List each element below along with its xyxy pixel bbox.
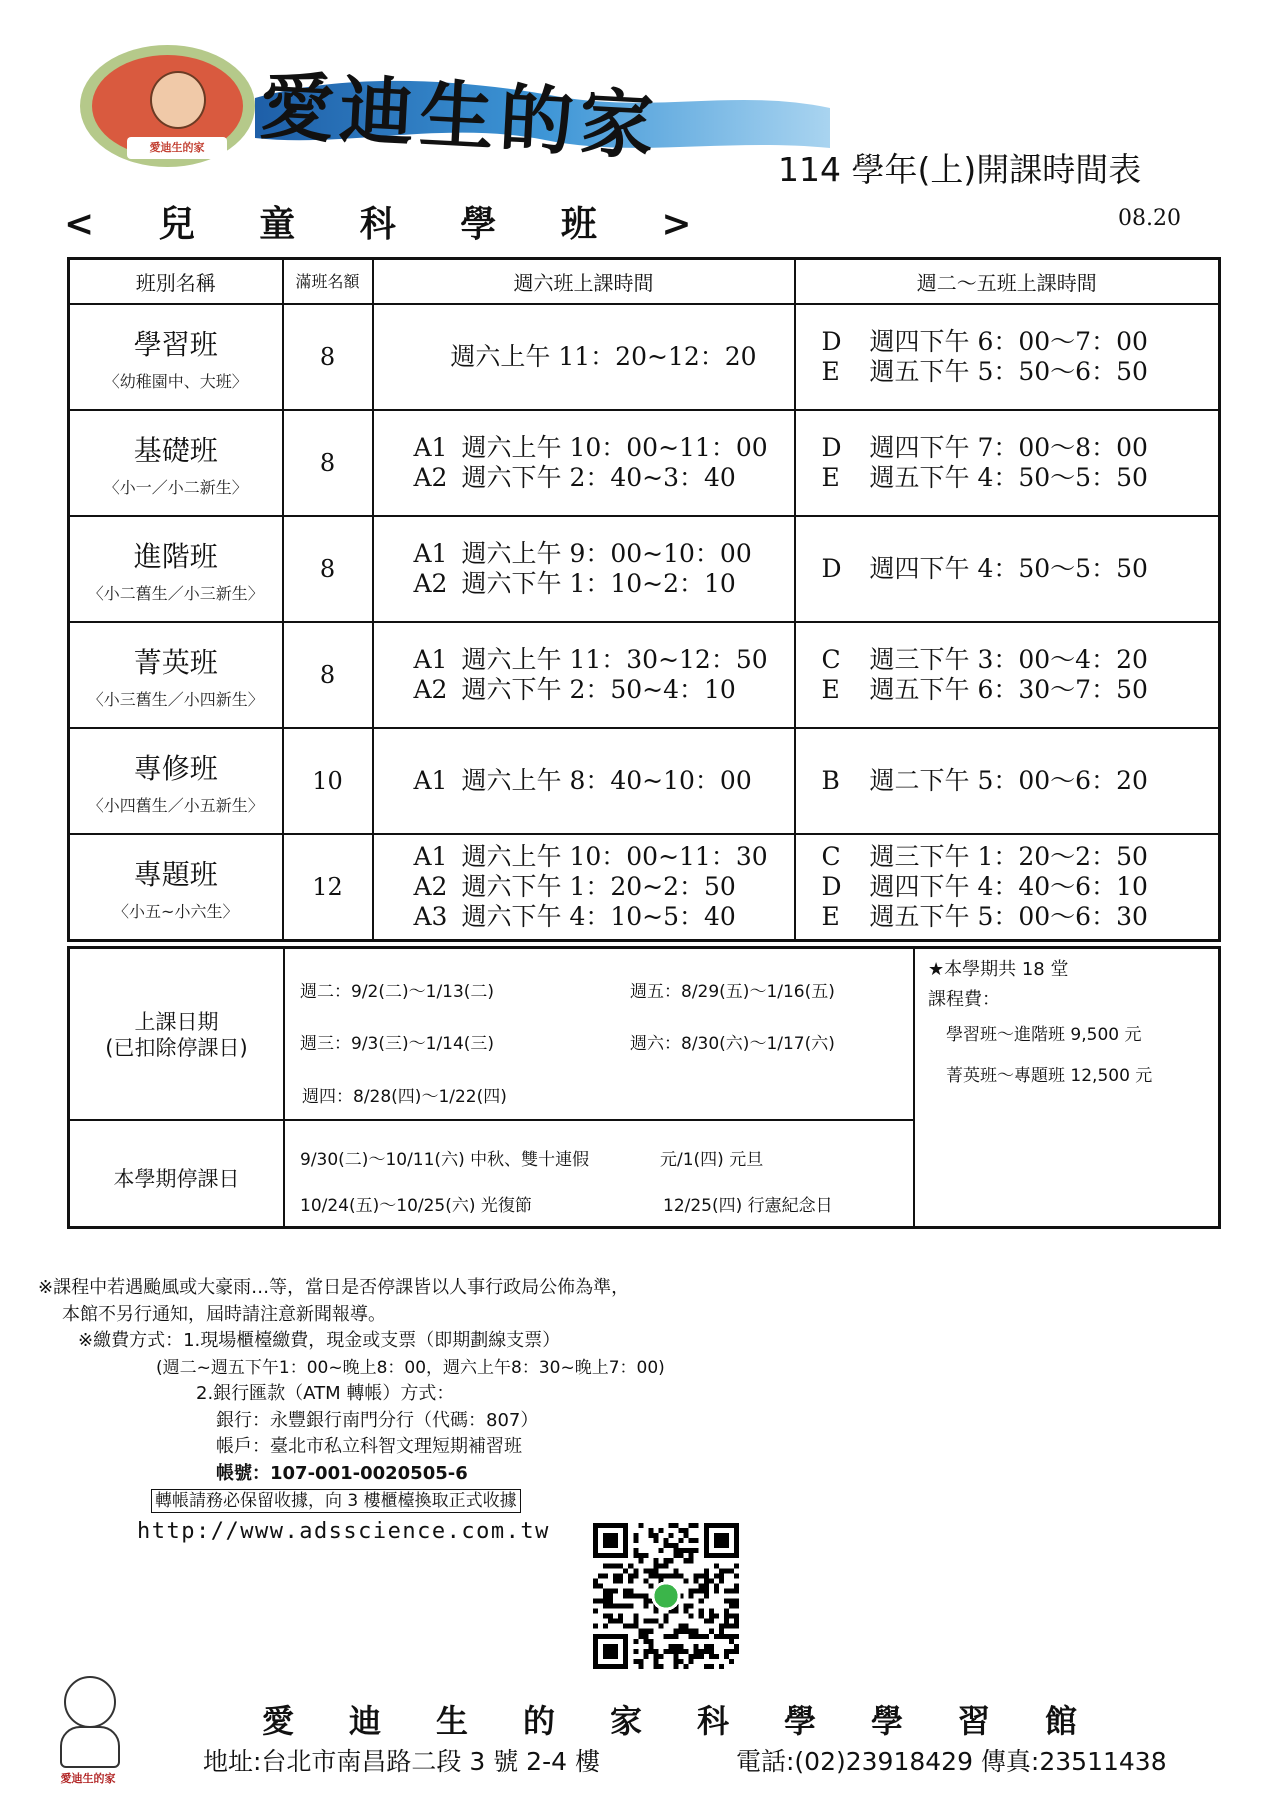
slot-code: A1 xyxy=(413,766,448,795)
time-slot xyxy=(822,902,1219,932)
time-slot xyxy=(822,645,1219,675)
logo xyxy=(80,40,840,170)
fee-info xyxy=(928,955,1208,1097)
time-slot xyxy=(822,554,1219,584)
time-slot xyxy=(414,902,794,932)
table-row xyxy=(69,728,1220,834)
notes xyxy=(38,1275,838,1515)
time-slot xyxy=(414,872,794,902)
slot-time: 週五下午 6：30～7：50 xyxy=(869,675,1148,704)
class-name: 基礎班 xyxy=(133,433,218,467)
time-slot xyxy=(414,539,794,569)
time-slot xyxy=(822,327,1219,357)
class-dates-label xyxy=(70,1009,283,1061)
class-name: 學習班 xyxy=(133,327,218,361)
slot-code: A1 xyxy=(413,539,448,568)
schedule-body xyxy=(69,304,1220,941)
class-name-cell xyxy=(69,834,283,941)
bank-name: 銀行：永豐銀行南門分行（代碼：807） xyxy=(216,1409,539,1431)
slot-code: E xyxy=(821,357,840,386)
qr-code-icon[interactable] xyxy=(593,1523,739,1669)
class-grade: 〈小四舊生／小五新生〉 xyxy=(87,795,264,815)
time-slot xyxy=(822,766,1219,796)
slot-time: 週六下午 2：50~4：10 xyxy=(461,675,736,704)
slot-code: E xyxy=(821,902,840,931)
slot-code: A1 xyxy=(413,842,448,871)
bank-account-number: 帳號：107-001-0020505-6 xyxy=(216,1462,468,1484)
time-slot xyxy=(822,357,1219,387)
saturday-slots-cell xyxy=(373,410,795,516)
slot-time: 週五下午 5：00～6：30 xyxy=(869,902,1148,931)
saturday-slots-cell xyxy=(373,516,795,622)
slot-time: 週三下午 3：00～4：20 xyxy=(869,645,1148,674)
class-name: 專修班 xyxy=(133,751,218,785)
slot-code: E xyxy=(821,675,840,704)
payment-hours: (週二~週五下午1：00~晚上8：00，週六上午8：30~晚上7：00) xyxy=(156,1357,665,1378)
logo-badge: 愛迪生的家 xyxy=(127,137,227,159)
slot-time: 週五下午 4：50～5：50 xyxy=(869,463,1148,492)
class-name: 專題班 xyxy=(133,857,218,891)
receipt-notice: 轉帳請務必保留收據，向 3 樓櫃檯換取正式收據 xyxy=(151,1489,521,1513)
mascot-head xyxy=(64,1676,116,1728)
address: 地址:台北市南昌路二段 3 號 2-4 樓 xyxy=(203,1747,600,1776)
mascot-label: 愛迪生的家 xyxy=(60,1772,116,1785)
class-name: 菁英班 xyxy=(133,645,218,679)
note-line: 本館不另行通知，屆時請注意新聞報導。 xyxy=(62,1303,386,1325)
mascot-body xyxy=(60,1726,120,1768)
bank-account-holder: 帳戶：臺北市私立科智文理短期補習班 xyxy=(216,1436,522,1457)
slot-time: 週六下午 2：40~3：40 xyxy=(461,463,736,492)
slot-code: C xyxy=(821,645,841,674)
session-count: ★本學期共 18 堂 xyxy=(928,959,1069,980)
time-slot xyxy=(822,433,1219,463)
class-grade: 〈幼稚園中、大班〉 xyxy=(103,371,248,391)
date-thursday: 週四：8/28(四)～1/22(四) xyxy=(302,1087,507,1107)
header-weekday: 週二～五班上課時間 xyxy=(795,259,1220,305)
slot-code: D xyxy=(821,433,842,462)
website-link[interactable]: http://www.adsscience.com.tw xyxy=(137,1519,550,1544)
date-wednesday: 週三：9/3(三)～1/14(三) xyxy=(300,1034,495,1054)
slot-time: 週四下午 4：50～5：50 xyxy=(869,554,1148,583)
holiday-item: 9/30(二)～10/11(六) 中秋、雙十連假 xyxy=(300,1150,590,1170)
weekday-slots-cell xyxy=(795,728,1220,834)
slot-time: 週四下午 6：00～7：00 xyxy=(869,327,1148,356)
class-heading: < 兒 童 科 學 班 > xyxy=(64,203,718,245)
slot-code: A2 xyxy=(413,569,448,598)
slot-time: 週六上午 11：20~12：20 xyxy=(450,342,757,371)
class-dates-label-line2: (已扣除停課日) xyxy=(105,1036,248,1060)
table-header-row xyxy=(69,259,1220,305)
time-slot xyxy=(414,766,794,796)
org-name: 愛迪生的家科學學習館 xyxy=(262,1702,1133,1740)
slot-code: D xyxy=(821,872,842,901)
time-slot xyxy=(822,842,1219,872)
slot-time: 週六上午 8：40~10：00 xyxy=(461,766,752,795)
quota-cell: 8 xyxy=(283,622,373,728)
time-slot xyxy=(822,675,1219,705)
class-grade: 〈小五~小六生〉 xyxy=(113,901,239,921)
table-row xyxy=(69,834,1220,941)
slot-code: A2 xyxy=(413,872,448,901)
slot-code: C xyxy=(821,842,841,871)
class-name-cell xyxy=(69,304,283,410)
fee-item: 菁英班～專題班 12,500 元 xyxy=(946,1066,1153,1086)
slot-time: 週六上午 10：00~11：30 xyxy=(461,842,768,871)
weekday-slots-cell xyxy=(795,304,1220,410)
slot-code: D xyxy=(821,554,842,583)
holiday-item: 元/1(四) 元旦 xyxy=(660,1150,764,1170)
quota-cell: 8 xyxy=(283,410,373,516)
class-grade: 〈小一／小二新生〉 xyxy=(103,477,248,497)
time-slot xyxy=(414,569,794,599)
quota-cell: 10 xyxy=(283,728,373,834)
class-grade: 〈小三舊生／小四新生〉 xyxy=(87,689,264,709)
payment-method: ※繳費方式：1.現場櫃檯繳費，現金或支票（即期劃線支票） xyxy=(78,1330,561,1351)
slot-time: 週六上午 9：00~10：00 xyxy=(461,539,752,568)
slot-time: 週六上午 11：30~12：50 xyxy=(461,645,768,674)
version-date: 08.20 xyxy=(1118,206,1181,231)
dates-divider xyxy=(70,1119,914,1121)
slot-time: 週五下午 5：50～6：50 xyxy=(869,357,1148,386)
date-friday: 週五：8/29(五)～1/16(五) xyxy=(630,982,835,1002)
time-slot xyxy=(414,645,794,675)
logo-title: 愛迪生的家 xyxy=(257,63,662,171)
fee-item: 學習班～進階班 9,500 元 xyxy=(946,1025,1142,1045)
logo-emblem xyxy=(80,45,255,167)
slot-time: 週六下午 1：20~2：50 xyxy=(461,872,736,901)
slot-code: B xyxy=(821,766,840,795)
slot-time: 週六下午 4：10~5：40 xyxy=(461,902,736,931)
weekday-slots-cell xyxy=(795,834,1220,941)
class-name: 進階班 xyxy=(133,539,218,573)
class-name-cell xyxy=(69,728,283,834)
slot-time: 週二下午 5：00～6：20 xyxy=(869,766,1148,795)
weekday-slots-cell xyxy=(795,516,1220,622)
weekday-slots-cell xyxy=(795,622,1220,728)
time-slot xyxy=(822,463,1219,493)
logo-emblem-inner xyxy=(92,55,243,157)
time-slot xyxy=(822,872,1219,902)
contact-info: 電話:(02)23918429 傳真:23511438 xyxy=(736,1747,1167,1776)
slot-code: A3 xyxy=(413,902,448,931)
holiday-item: 10/24(五)～10/25(六) 光復節 xyxy=(300,1196,532,1216)
table-row xyxy=(69,622,1220,728)
time-slot xyxy=(414,433,794,463)
dates-section xyxy=(67,946,1221,1229)
slot-time: 週四下午 7：00～8：00 xyxy=(869,433,1148,462)
slot-code: D xyxy=(821,327,842,356)
holidays-label: 本學期停課日 xyxy=(113,1167,240,1191)
note-line: ※課程中若遇颱風或大豪雨…等，當日是否停課皆以人事行政局公佈為準， xyxy=(38,1277,630,1298)
schedule-table xyxy=(67,257,1221,942)
slot-code: A2 xyxy=(413,463,448,492)
table-row xyxy=(69,410,1220,516)
slot-time: 週六上午 10：00~11：00 xyxy=(461,433,768,462)
fees-divider xyxy=(913,949,915,1226)
table-row xyxy=(69,304,1220,410)
header-quota: 滿班名額 xyxy=(283,259,373,305)
class-grade: 〈小二舊生／小三新生〉 xyxy=(87,583,264,603)
slot-time: 週四下午 4：40～6：10 xyxy=(869,872,1148,901)
fee-label: 課程費： xyxy=(928,989,1000,1010)
time-slot xyxy=(414,675,794,705)
quota-cell: 12 xyxy=(283,834,373,941)
slot-time: 週三下午 1：20～2：50 xyxy=(869,842,1148,871)
header-saturday: 週六班上課時間 xyxy=(373,259,795,305)
saturday-slots-cell xyxy=(373,304,795,410)
class-name-cell xyxy=(69,410,283,516)
slot-code: A1 xyxy=(413,645,448,674)
slot-code: A2 xyxy=(413,675,448,704)
slot-code: E xyxy=(821,463,840,492)
quota-cell: 8 xyxy=(283,304,373,410)
class-name-cell xyxy=(69,622,283,728)
date-saturday: 週六：8/30(六)～1/17(六) xyxy=(630,1034,835,1054)
saturday-slots-cell xyxy=(373,834,795,941)
weekday-slots-cell xyxy=(795,410,1220,516)
time-slot xyxy=(414,463,794,493)
date-tuesday: 週二：9/2(二)～1/13(二) xyxy=(300,982,495,1002)
saturday-slots-cell xyxy=(373,728,795,834)
slot-time: 週六下午 1：10~2：10 xyxy=(461,569,736,598)
class-dates-label-line1: 上課日期 xyxy=(134,1010,219,1034)
time-slot xyxy=(414,342,794,372)
header-class-name: 班別名稱 xyxy=(69,259,283,305)
mascot-face-icon xyxy=(150,71,206,129)
bank-transfer-title: 2.銀行匯款（ATM 轉帳）方式： xyxy=(196,1383,455,1404)
saturday-slots-cell xyxy=(373,622,795,728)
quota-cell: 8 xyxy=(283,516,373,622)
holiday-item: 12/25(四) 行憲紀念日 xyxy=(663,1196,833,1216)
table-row xyxy=(69,516,1220,622)
class-name-cell xyxy=(69,516,283,622)
slot-code: A1 xyxy=(413,433,448,462)
mascot-icon xyxy=(42,1672,134,1790)
time-slot xyxy=(414,842,794,872)
term-title: 114 學年(上)開課時間表 xyxy=(778,150,1142,189)
